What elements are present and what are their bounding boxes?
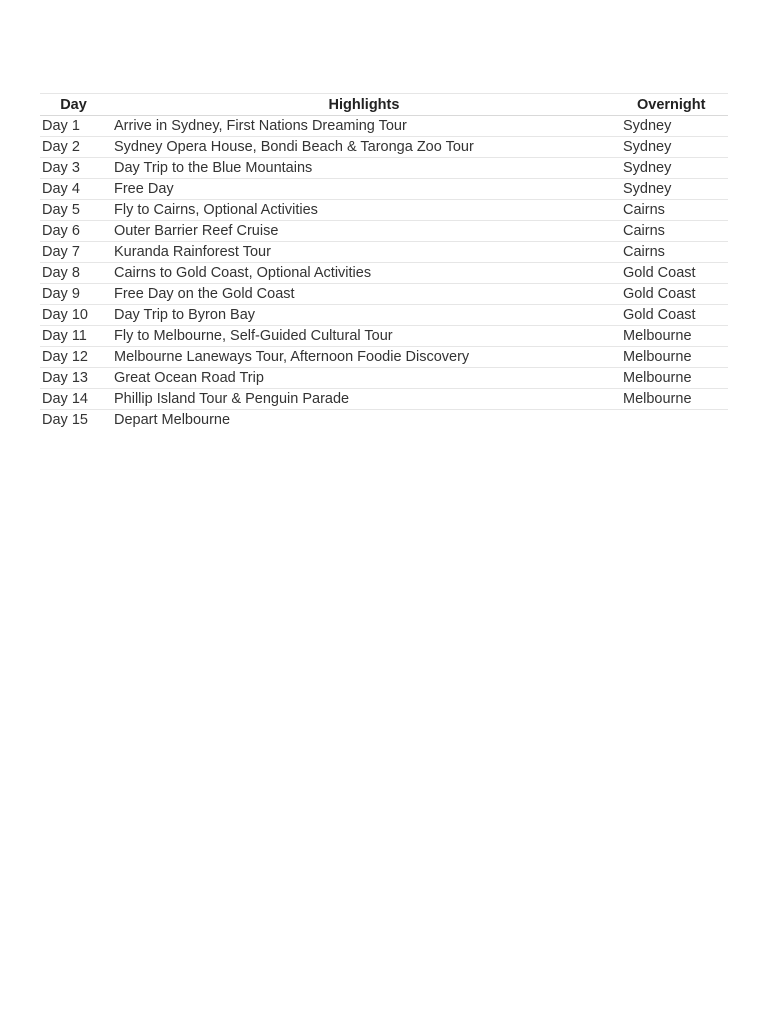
- table-row: [40, 284, 728, 305]
- highlights-cell: Free Day on the Gold Coast: [107, 284, 621, 305]
- day-cell: Day 15: [42, 412, 88, 428]
- table-row: [40, 347, 728, 368]
- overnight-cell: Melbourne: [621, 347, 728, 368]
- day-cell: Day 11: [40, 326, 107, 347]
- header-row: [40, 94, 728, 116]
- day-cell: Day 14: [40, 389, 107, 410]
- table-row: [40, 116, 728, 137]
- day-cell: Day 13: [40, 368, 107, 389]
- overnight-cell: Cairns: [621, 221, 728, 242]
- overnight-cell: Sydney: [621, 158, 728, 179]
- table-row: [40, 137, 728, 158]
- day-cell: Day 12: [40, 347, 107, 368]
- overnight-cell: Gold Coast: [621, 263, 728, 284]
- table-row: [40, 221, 728, 242]
- highlights-cell: Outer Barrier Reef Cruise: [107, 221, 621, 242]
- header-day: Day: [40, 94, 107, 116]
- highlights-cell: Day Trip to the Blue Mountains: [107, 158, 621, 179]
- table-row: [40, 242, 728, 263]
- table-row: [40, 389, 728, 410]
- table-row: [40, 158, 728, 179]
- overnight-cell: Sydney: [621, 116, 728, 137]
- highlights-cell: Cairns to Gold Coast, Optional Activities: [107, 263, 621, 284]
- table-body: [40, 116, 728, 431]
- overnight-cell: Cairns: [621, 200, 728, 221]
- table-row: [40, 200, 728, 221]
- day-cell: Day 4: [40, 179, 107, 200]
- highlights-cell: Sydney Opera House, Bondi Beach & Taronga Zoo Tour: [107, 137, 621, 158]
- overnight-cell: Melbourne: [621, 368, 728, 389]
- day-cell: Day 6: [40, 221, 107, 242]
- overnight-cell: Melbourne: [621, 326, 728, 347]
- day-cell: Day 2: [40, 137, 107, 158]
- highlights-cell: Day Trip to Byron Bay: [107, 305, 621, 326]
- header-highlights: Highlights: [107, 94, 621, 116]
- day-cell: Day 8: [40, 263, 107, 284]
- day-cell: Day 1: [40, 116, 107, 137]
- day-cell: Day 5: [40, 200, 107, 221]
- header-overnight: Overnight: [621, 94, 728, 116]
- table-row: [40, 326, 728, 347]
- highlights-cell: Phillip Island Tour & Penguin Parade: [107, 389, 621, 410]
- day-cell: Day 9: [40, 284, 107, 305]
- table-row: [40, 305, 728, 326]
- highlights-cell: Fly to Melbourne, Self-Guided Cultural Tour: [107, 326, 621, 347]
- table-row: [40, 410, 728, 431]
- overnight-cell: Sydney: [621, 137, 728, 158]
- table-row: [40, 368, 728, 389]
- day-cell: Day 7: [40, 242, 107, 263]
- day-cell: Day 10: [40, 305, 107, 326]
- itinerary-table: [40, 93, 728, 430]
- highlights-cell: Arrive in Sydney, First Nations Dreaming Tour: [107, 116, 621, 137]
- highlights-cell: Kuranda Rainforest Tour: [107, 242, 621, 263]
- overnight-cell: Sydney: [621, 179, 728, 200]
- highlights-cell: Great Ocean Road Trip: [107, 368, 621, 389]
- table-header: [40, 94, 728, 116]
- overnight-cell: [621, 410, 728, 431]
- highlights-cell: Free Day: [107, 179, 621, 200]
- table-row: [40, 179, 728, 200]
- table-row: [40, 263, 728, 284]
- highlights-cell: Depart Melbourne: [114, 412, 231, 428]
- overnight-cell: Gold Coast: [621, 305, 728, 326]
- overnight-cell: Gold Coast: [621, 284, 728, 305]
- highlights-cell: Fly to Cairns, Optional Activities: [107, 200, 621, 221]
- overnight-cell: Melbourne: [621, 389, 728, 410]
- day-cell: Day 3: [40, 158, 107, 179]
- overnight-cell: Cairns: [621, 242, 728, 263]
- highlights-cell: Melbourne Laneways Tour, Afternoon Foodie Discovery: [107, 347, 621, 368]
